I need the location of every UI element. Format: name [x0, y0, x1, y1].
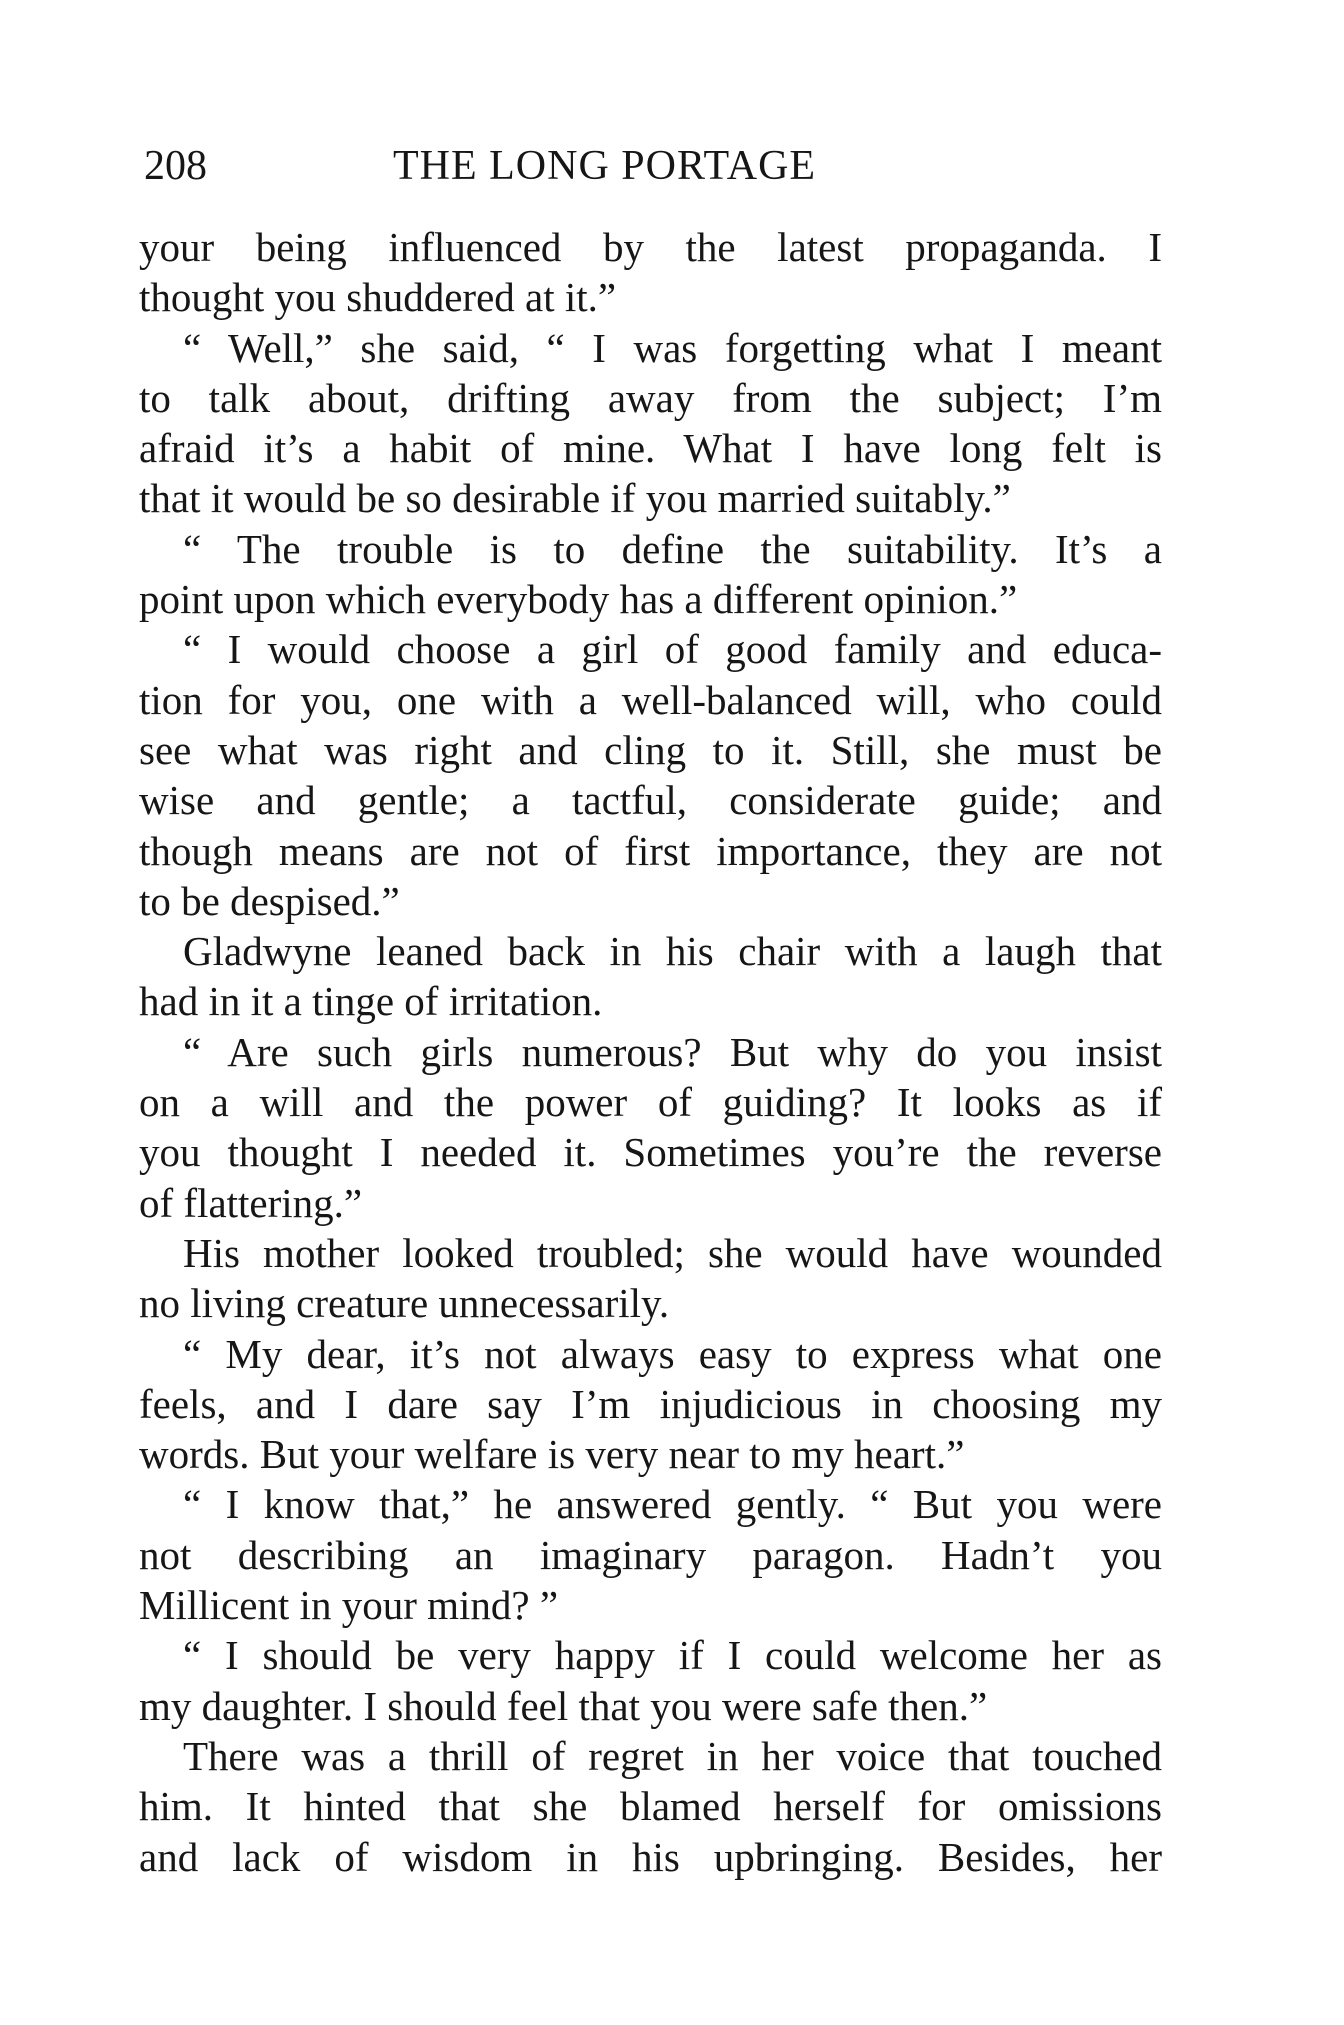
- running-header: [144, 136, 1154, 196]
- text-line: of flattering.”: [139, 1179, 363, 1226]
- text-line: “ The trouble is to define the suitability. It’s a: [183, 525, 1162, 572]
- text-line: see what was right and cling to it. Still, she must be: [139, 726, 1162, 773]
- text-line: my daughter. I should feel that you were safe then.”: [139, 1682, 988, 1729]
- text-line: Gladwyne leaned back in his chair with a laugh that: [183, 928, 1162, 975]
- text-line: your being influenced by the latest propaganda. I: [139, 224, 1162, 270]
- text-line: words. But your welfare is very near to my heart.”: [139, 1431, 965, 1478]
- text-line: to talk about, drifting away from the subject; I’m: [139, 374, 1162, 421]
- text-line: “ I know that,” he answered gently. “ But you were: [183, 1481, 1162, 1528]
- text-line: no living creature unnecessarily.: [139, 1280, 670, 1327]
- text-line: “ Well,” she said, “ I was forgetting what I meant: [183, 324, 1162, 371]
- text-line: “ I would choose a girl of good family and educa-: [183, 626, 1162, 673]
- text-line: and lack of wisdom in his upbringing. Besides, her: [139, 1833, 1162, 1880]
- text-line: had in it a tinge of irritation.: [139, 978, 603, 1025]
- text-line: His mother looked troubled; she would have wounded: [183, 1229, 1162, 1276]
- text-line: tion for you, one with a well-balanced will, who could: [139, 676, 1162, 723]
- text-line: “ My dear, it’s not always easy to express what one: [183, 1330, 1162, 1377]
- text-line: Millicent in your mind? ”: [139, 1582, 559, 1629]
- text-line: that it would be so desirable if you married suitably.”: [139, 475, 1011, 522]
- running-title: THE LONG PORTAGE: [393, 143, 817, 189]
- text-line: thought you shuddered at it.”: [139, 274, 617, 321]
- text-line: afraid it’s a habit of mine. What I have long felt is: [139, 425, 1162, 472]
- text-line: point upon which everybody has a different opinion.”: [139, 576, 1018, 623]
- body-text: [139, 222, 1162, 1882]
- text-line: you thought I needed it. Sometimes you’re the reverse: [139, 1129, 1162, 1176]
- text-line: him. It hinted that she blamed herself for omissions: [139, 1783, 1162, 1830]
- text-line: feels, and I dare say I’m injudicious in choosing my: [139, 1380, 1162, 1427]
- text-line: “ I should be very happy if I could welcome her as: [183, 1632, 1162, 1679]
- text-line: There was a thrill of regret in her voice that touched: [183, 1732, 1162, 1779]
- text-line: “ Are such girls numerous? But why do you insist: [183, 1028, 1162, 1075]
- text-line: to be despised.”: [139, 877, 400, 924]
- text-line: not describing an imaginary paragon. Hadn’t you: [139, 1531, 1162, 1578]
- page-number: 208: [144, 143, 207, 189]
- text-line: wise and gentle; a tactful, considerate guide; and: [139, 777, 1162, 824]
- text-line: though means are not of first importance, they are not: [139, 827, 1162, 874]
- text-line: on a will and the power of guiding? It looks as if: [139, 1079, 1162, 1126]
